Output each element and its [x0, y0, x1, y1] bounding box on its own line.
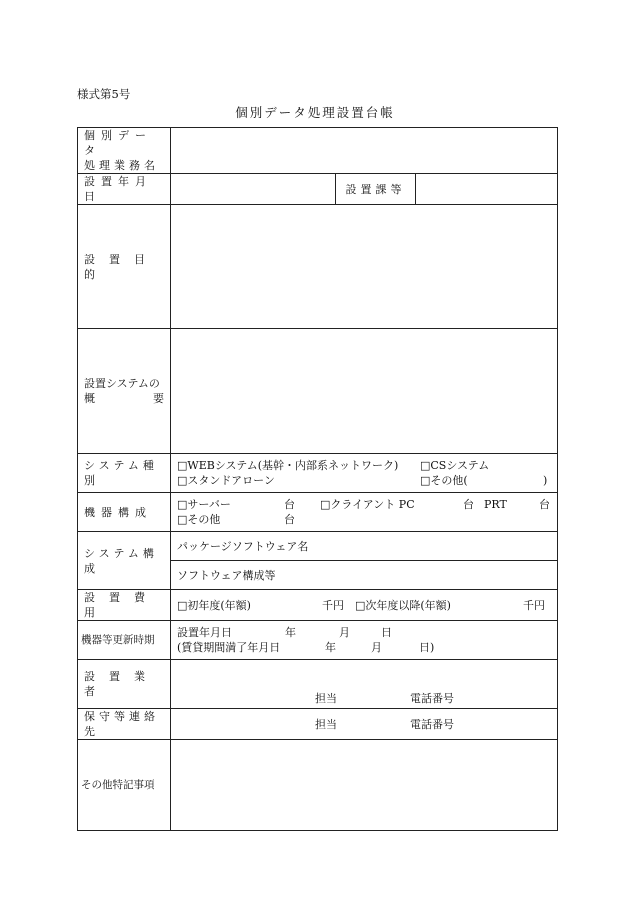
business-name-field[interactable]	[171, 128, 558, 174]
other-type-checkbox[interactable]: □その他(	[420, 474, 468, 487]
row-system-config-1	[78, 532, 558, 561]
other-type-close: )	[543, 474, 548, 487]
maintenance-label: 保守等連絡先	[78, 709, 171, 740]
row-install-date	[78, 174, 558, 205]
row-equipment	[78, 493, 558, 532]
server-checkbox[interactable]: □サーバー	[177, 498, 231, 511]
row-installer	[78, 660, 558, 709]
overview-field[interactable]	[171, 329, 558, 454]
row-notes	[78, 740, 558, 831]
other-equipment-checkbox[interactable]: □その他	[177, 513, 221, 526]
purpose-label: 設置目的	[78, 205, 171, 329]
business-name-label: 個別データ 処理業務名	[78, 128, 171, 174]
notes-label: その他特記事項	[78, 740, 171, 831]
equipment-label: 機器構成	[78, 493, 171, 532]
purpose-field[interactable]	[171, 205, 558, 329]
page-title: 個別データ処理設置台帳	[235, 105, 395, 120]
first-year-checkbox[interactable]: □初年度(年額)	[177, 598, 251, 612]
cost-label: 設置費用	[78, 590, 171, 621]
web-system-checkbox[interactable]: □WEBシステム(基幹・内部系ネットワーク)	[177, 459, 399, 472]
system-type-options	[171, 454, 558, 493]
notes-field[interactable]	[171, 740, 558, 831]
form-number: 様式第5号	[77, 87, 131, 101]
standalone-checkbox[interactable]: □スタンドアローン	[177, 474, 275, 487]
ledger-table	[77, 127, 558, 831]
installer-fields[interactable]: 担当 電話番号	[171, 660, 558, 709]
system-config-label: システム構成	[78, 532, 171, 590]
row-system-type	[78, 454, 558, 493]
next-years-checkbox[interactable]: □次年度以降(年額)	[355, 598, 451, 612]
install-date-field[interactable]	[171, 174, 336, 205]
system-type-label: システム種別	[78, 454, 171, 493]
row-maintenance	[78, 709, 558, 740]
cs-system-checkbox[interactable]: □CSシステム	[420, 459, 490, 472]
section-label: 設置課等	[336, 174, 416, 205]
row-cost	[78, 590, 558, 621]
software-config-field[interactable]: ソフトウェア構成等	[171, 561, 558, 590]
prt-label: PRT	[484, 498, 507, 511]
overview-label: 設置システムの 概 要	[78, 329, 171, 454]
client-pc-checkbox[interactable]: □クライアント PC	[320, 498, 415, 511]
maintenance-fields[interactable]: 担当 電話番号	[171, 709, 558, 740]
renewal-fields: 設置年月日 年 月 日 (賃貸期間満了年月日 年 月 日)	[171, 621, 558, 660]
package-software-field[interactable]: パッケージソフトウェア名	[171, 532, 558, 561]
install-date-label: 設置年月日	[78, 174, 171, 205]
row-business-name	[78, 128, 558, 174]
row-purpose	[78, 205, 558, 329]
cost-fields: □初年度(年額) 千円 □次年度以降(年額) 千円	[171, 590, 558, 621]
installer-label: 設置業者	[78, 660, 171, 709]
row-renewal	[78, 621, 558, 660]
row-overview	[78, 329, 558, 454]
renewal-label: 機器等更新時期	[78, 621, 171, 660]
equipment-fields: □サーバー 台 □クライアント PC 台 PRT 台 □その他 台	[171, 493, 558, 532]
section-field[interactable]	[416, 174, 558, 205]
